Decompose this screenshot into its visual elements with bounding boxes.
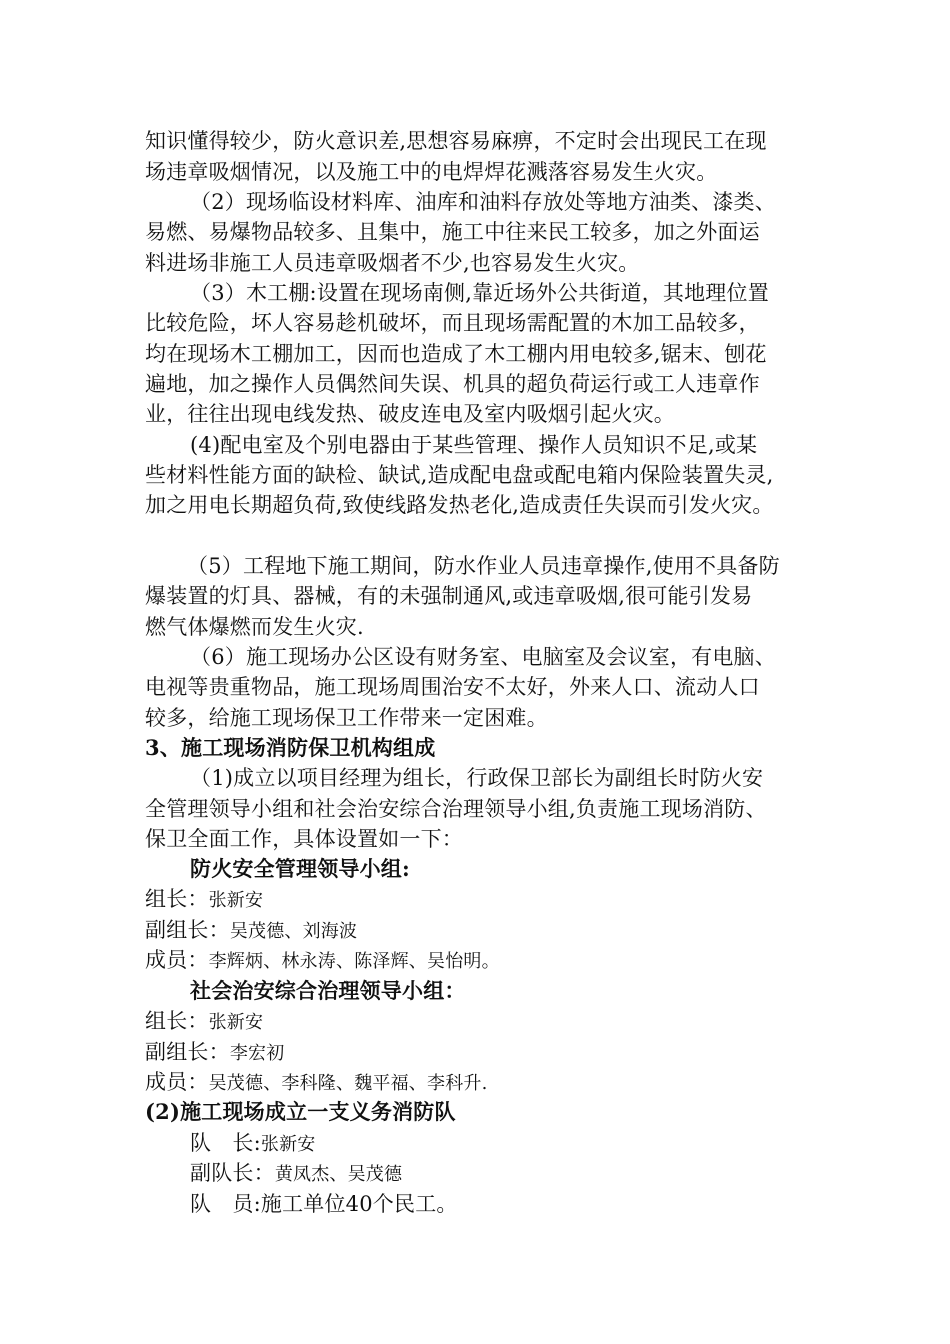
paragraph-line: 均在现场木工棚加工，因而也造成了木工棚内用电较多,锯末、刨花 [145,342,767,366]
paragraph-line: 爆装置的灯具、器械，有的未强制通风,或违章吸烟,很可能引发易 [145,584,753,608]
roster-row [145,1067,488,1099]
paragraph-line: 燃气体爆燃而发生火灾. [145,615,364,639]
paragraph-line: （2）现场临设材料库、油库和油料存放处等地方油类、漆类、 [190,190,776,214]
roster-row [190,1158,402,1190]
group-title: 防火安全管理领导小组: [190,856,410,881]
paragraph-line: 加之用电长期超负荷,致使线路发热老化,造成责任失误而引发火灾。 [145,493,774,517]
paragraph-line: （6）施工现场办公区设有财务室、电脑室及会议室，有电脑、 [190,645,776,669]
paragraph-line: 场违章吸烟情况，以及施工中的电焊焊花溅落容易发生火灾。 [145,160,718,184]
paragraph-line: 些材料性能方面的缺检、缺试,造成配电盘或配电箱内保险装置失灵, [145,463,774,487]
roster-label: 组长： [145,887,209,911]
roster-label: 副队长： [190,1161,275,1185]
group-title: 社会治安综合治理领导小组： [190,978,466,1003]
paragraph-line: 全管理领导小组和社会治安综合治理领导小组,负责施工现场消防、 [145,797,767,821]
roster-row [145,1006,263,1038]
paragraph-line: 遍地，加之操作人员偶然间失误、机具的超负荷运行或工人违章作 [145,372,760,396]
roster-value: 张新安 [208,890,264,911]
paragraph-line: 业，往往出现电线发热、破皮连电及室内吸烟引起火灾。 [145,402,675,426]
roster-value: 施工单位40个民工。 [260,1192,458,1216]
section-heading: (2)施工现场成立一支义务消防队 [145,1099,456,1124]
roster-row [190,1189,458,1219]
roster-value: 吴茂德、李科隆、魏平福、李科升. [208,1073,488,1094]
roster-value: 黄凤杰、吴茂德 [274,1164,403,1185]
roster-value: 张新安 [260,1134,316,1155]
paragraph-line: 料进场非施工人员违章吸烟者不少,也容易发生火灾。 [145,251,640,275]
roster-row [145,884,263,916]
paragraph-line: （3）木工棚:设置在现场南侧,靠近场外公共街道，其地理位置 [190,281,769,305]
roster-value: 张新安 [208,1012,264,1033]
roster-label: 队 员: [190,1192,261,1216]
roster-label: 组长： [145,1009,209,1033]
roster-value: 李辉炳、林永涛、陈泽辉、吴怡明。 [208,951,500,972]
paragraph-line: (4)配电室及个别电器由于某些管理、操作人员知识不足,或某 [190,433,758,457]
roster-value: 李宏初 [229,1043,285,1064]
paragraph-line: （1)成立以项目经理为组长，行政保卫部长为副组长时防火安 [190,766,764,790]
roster-label: 成员： [145,948,209,972]
roster-label: 副组长： [145,918,230,942]
roster-row [190,1128,315,1160]
roster-label: 成员： [145,1070,209,1094]
roster-value: 吴茂德、刘海波 [229,921,358,942]
paragraph-line: 较多，给施工现场保卫工作带来一定困难。 [145,706,548,730]
paragraph-line: 易燃、易爆物品较多、且集中，施工中往来民工较多，加之外面运 [145,220,760,244]
paragraph-line: （5）工程地下施工期间，防水作业人员违章操作,使用不具备防 [187,554,780,578]
roster-row [145,915,357,947]
section-heading: 3、施工现场消防保卫机构组成 [145,735,436,760]
paragraph-line: 电视等贵重物品，施工现场周围治安不太好，外来人口、流动人口 [145,675,760,699]
roster-label: 队 长: [190,1131,261,1155]
roster-label: 副组长： [145,1040,230,1064]
paragraph-line: 知识懂得较少，防火意识差,思想容易麻痹，不定时会出现民工在现 [145,129,767,153]
roster-row [145,1037,284,1069]
roster-row [145,945,500,977]
paragraph-line: 比较危险，坏人容易趁机破坏，而且现场需配置的木加工品较多， [145,311,760,335]
paragraph-line: 保卫全面工作，具体设置如一下： [145,827,463,851]
